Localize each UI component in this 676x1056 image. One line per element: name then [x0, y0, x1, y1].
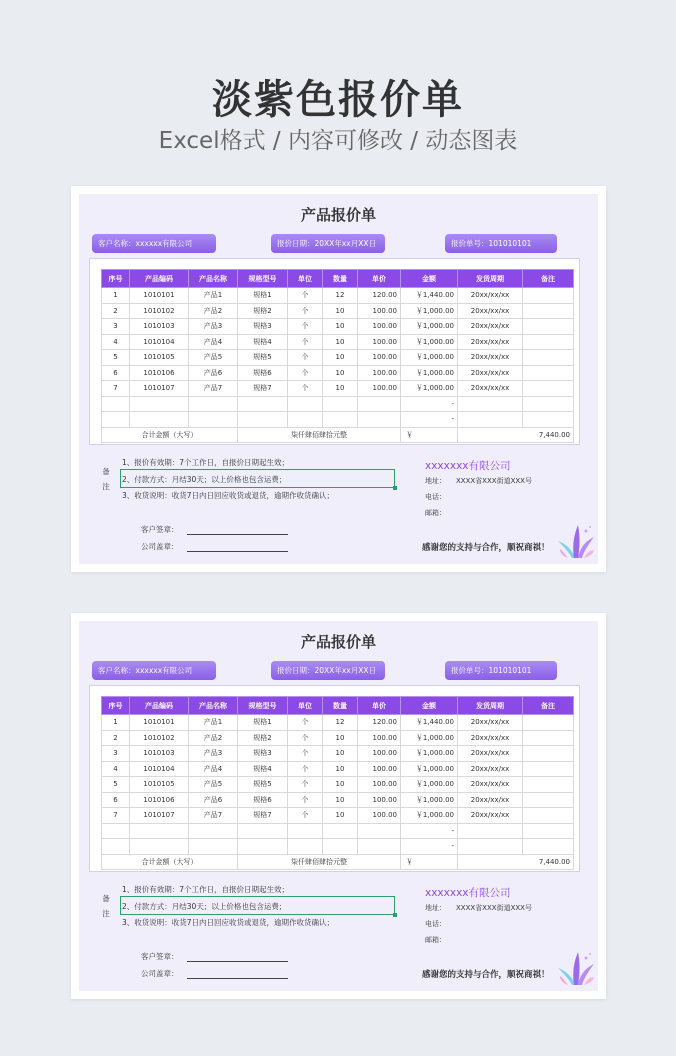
- quote-number-field[interactable]: 报价单号：101010101: [445, 234, 557, 253]
- total-amount[interactable]: 7,440.00: [458, 427, 574, 443]
- table-cell[interactable]: 1010103: [130, 319, 189, 335]
- column-header[interactable]: 数量: [323, 270, 358, 288]
- table-cell[interactable]: 个: [288, 319, 323, 335]
- table-row: [102, 761, 574, 777]
- table-cell[interactable]: 100.00: [358, 792, 401, 808]
- table-cell[interactable]: ￥1,000.00: [401, 334, 458, 350]
- column-header[interactable]: 产品编码: [130, 697, 189, 715]
- quote-sheet: [79, 621, 598, 991]
- table-cell[interactable]: 产品1: [189, 715, 238, 731]
- table-cell[interactable]: [523, 730, 574, 746]
- table-cell[interactable]: [130, 839, 189, 855]
- table-cell[interactable]: 产品2: [189, 303, 238, 319]
- column-header[interactable]: 金额: [401, 270, 458, 288]
- column-header[interactable]: 发货周期: [458, 270, 523, 288]
- total-label[interactable]: 合计金额（大写）: [102, 854, 238, 870]
- table-cell[interactable]: 20xx/xx/xx: [458, 350, 523, 366]
- table-cell[interactable]: 1: [102, 288, 130, 304]
- table-cell[interactable]: [288, 412, 323, 428]
- table-cell[interactable]: 10: [323, 777, 358, 793]
- company-seal-line[interactable]: [187, 978, 288, 979]
- table-cell[interactable]: [523, 412, 574, 428]
- table-cell[interactable]: 100.00: [358, 303, 401, 319]
- remark-item[interactable]: 2、付款方式：月结30天；以上价格也包含运费；: [122, 902, 287, 911]
- table-cell[interactable]: 产品2: [189, 730, 238, 746]
- remarks-label: [101, 891, 111, 921]
- table-cell[interactable]: [523, 777, 574, 793]
- address-value[interactable]: XXXX省XXX街道XXX号: [456, 477, 532, 485]
- table-cell[interactable]: [288, 839, 323, 855]
- table-cell[interactable]: -: [401, 412, 458, 428]
- table-cell[interactable]: 100.00: [358, 777, 401, 793]
- table-cell[interactable]: 产品7: [189, 381, 238, 397]
- column-header[interactable]: 产品编码: [130, 270, 189, 288]
- table-cell[interactable]: 个: [288, 350, 323, 366]
- table-cell[interactable]: 7: [102, 808, 130, 824]
- table-cell[interactable]: 产品5: [189, 777, 238, 793]
- table-cell[interactable]: ￥1,000.00: [401, 808, 458, 824]
- column-header[interactable]: 产品名称: [189, 697, 238, 715]
- column-header[interactable]: 序号: [102, 270, 130, 288]
- table-cell[interactable]: [523, 396, 574, 412]
- table-cell[interactable]: [523, 746, 574, 762]
- table-cell[interactable]: 10: [323, 746, 358, 762]
- table-cell[interactable]: 个: [288, 808, 323, 824]
- column-header[interactable]: 备注: [523, 270, 574, 288]
- total-label[interactable]: 合计金额（大写）: [102, 427, 238, 443]
- table-cell[interactable]: 20xx/xx/xx: [458, 761, 523, 777]
- flower-decoration-icon: [556, 521, 596, 559]
- table-cell[interactable]: 100.00: [358, 319, 401, 335]
- sheet-title: 产品报价单: [300, 633, 376, 651]
- table-cell[interactable]: 产品4: [189, 761, 238, 777]
- table-cell[interactable]: 20xx/xx/xx: [458, 808, 523, 824]
- address-label: 地址：: [425, 904, 446, 912]
- thanks-message: 感谢您的支持与合作，顺祝商祺！: [422, 543, 550, 553]
- table-cell[interactable]: 1010102: [130, 303, 189, 319]
- phone-label[interactable]: 电话：: [425, 920, 446, 928]
- table-row: [102, 777, 574, 793]
- quote-table-container: [89, 258, 580, 445]
- table-cell[interactable]: [288, 823, 323, 839]
- table-cell[interactable]: 1010101: [130, 715, 189, 731]
- table-row: [102, 808, 574, 824]
- quote-table: [101, 696, 574, 870]
- table-cell[interactable]: ￥1,000.00: [401, 381, 458, 397]
- table-cell[interactable]: ￥1,000.00: [401, 761, 458, 777]
- table-cell[interactable]: 个: [288, 777, 323, 793]
- total-amount[interactable]: 7,440.00: [458, 854, 574, 870]
- table-cell[interactable]: 产品3: [189, 319, 238, 335]
- table-cell[interactable]: 10: [323, 730, 358, 746]
- table-cell[interactable]: 6: [102, 365, 130, 381]
- table-cell[interactable]: 规格7: [238, 381, 288, 397]
- table-cell[interactable]: [323, 412, 358, 428]
- table-cell[interactable]: 规格4: [238, 761, 288, 777]
- remarks-label-char: 备: [102, 467, 110, 476]
- column-header[interactable]: 金额: [401, 697, 458, 715]
- table-cell[interactable]: 产品4: [189, 334, 238, 350]
- table-cell[interactable]: 20xx/xx/xx: [458, 334, 523, 350]
- table-cell[interactable]: 100.00: [358, 761, 401, 777]
- table-cell[interactable]: ￥1,000.00: [401, 350, 458, 366]
- page-title: 淡紫色报价单: [212, 77, 464, 123]
- table-row: [102, 303, 574, 319]
- table-cell[interactable]: ￥1,000.00: [401, 777, 458, 793]
- table-cell[interactable]: 6: [102, 792, 130, 808]
- table-row: [102, 381, 574, 397]
- column-header[interactable]: 发货周期: [458, 697, 523, 715]
- table-cell[interactable]: 1010106: [130, 365, 189, 381]
- phone-label[interactable]: 电话：: [425, 493, 446, 501]
- table-cell[interactable]: [523, 761, 574, 777]
- quote-date-field[interactable]: 报价日期：20XX年xx月XX日: [271, 661, 385, 680]
- table-cell[interactable]: 个: [288, 715, 323, 731]
- table-cell[interactable]: 100.00: [358, 350, 401, 366]
- table-cell[interactable]: ￥1,440.00: [401, 288, 458, 304]
- table-cell[interactable]: 规格7: [238, 808, 288, 824]
- table-cell[interactable]: ￥1,000.00: [401, 319, 458, 335]
- company-name[interactable]: xxxxxxx有限公司: [425, 460, 511, 472]
- table-cell[interactable]: [458, 396, 523, 412]
- table-cell[interactable]: [523, 334, 574, 350]
- remark-item[interactable]: 2、付款方式：月结30天；以上价格也包含运费；: [122, 475, 287, 484]
- table-cell[interactable]: 1010105: [130, 350, 189, 366]
- table-cell[interactable]: 规格1: [238, 715, 288, 731]
- company-address: [425, 903, 532, 913]
- table-cell[interactable]: 个: [288, 303, 323, 319]
- table-row: [102, 823, 574, 839]
- customer-name-field[interactable]: 客户名称：xxxxxx有限公司: [92, 234, 216, 253]
- table-cell[interactable]: 20xx/xx/xx: [458, 715, 523, 731]
- thanks-message: 感谢您的支持与合作，顺祝商祺！: [422, 970, 550, 980]
- table-row: [102, 746, 574, 762]
- table-row: [102, 319, 574, 335]
- table-cell[interactable]: 3: [102, 746, 130, 762]
- table-cell[interactable]: 1010102: [130, 730, 189, 746]
- table-cell[interactable]: 规格1: [238, 288, 288, 304]
- table-cell[interactable]: 100.00: [358, 746, 401, 762]
- column-header[interactable]: 序号: [102, 697, 130, 715]
- table-cell[interactable]: 20xx/xx/xx: [458, 730, 523, 746]
- table-cell[interactable]: [323, 823, 358, 839]
- customer-sign-line[interactable]: [187, 534, 288, 535]
- quote-table-container: [89, 685, 580, 872]
- total-row: [102, 854, 574, 870]
- table-cell[interactable]: 20xx/xx/xx: [458, 319, 523, 335]
- address-value[interactable]: XXXX省XXX街道XXX号: [456, 904, 532, 912]
- table-cell[interactable]: ￥1,440.00: [401, 715, 458, 731]
- table-row: [102, 412, 574, 428]
- table-cell[interactable]: 规格3: [238, 746, 288, 762]
- table-cell[interactable]: [102, 412, 130, 428]
- table-cell[interactable]: [288, 396, 323, 412]
- company-seal-line[interactable]: [187, 551, 288, 552]
- table-cell[interactable]: [458, 839, 523, 855]
- table-cell[interactable]: [358, 839, 401, 855]
- column-header[interactable]: 单价: [358, 697, 401, 715]
- remark-item[interactable]: 1、报价有效期：7个工作日，自报价日期起生效；: [122, 885, 290, 894]
- table-cell[interactable]: [358, 823, 401, 839]
- quote-preview-card: [71, 186, 606, 572]
- column-header[interactable]: 规格型号: [238, 270, 288, 288]
- quote-number-field[interactable]: 报价单号：101010101: [445, 661, 557, 680]
- company-seal-label: 公司盖章：: [141, 969, 179, 978]
- table-cell[interactable]: 1010104: [130, 334, 189, 350]
- table-cell[interactable]: 20xx/xx/xx: [458, 746, 523, 762]
- table-cell[interactable]: 个: [288, 365, 323, 381]
- table-cell[interactable]: [189, 412, 238, 428]
- table-cell[interactable]: -: [401, 823, 458, 839]
- table-cell[interactable]: 100.00: [358, 381, 401, 397]
- remark-item[interactable]: 3、收货说明：收货7日内日回应收货或退货，逾期作收货确认；: [122, 491, 335, 500]
- table-row: [102, 350, 574, 366]
- table-cell[interactable]: 12: [323, 715, 358, 731]
- table-cell[interactable]: 个: [288, 288, 323, 304]
- customer-sign-label: 客户签章：: [141, 525, 179, 534]
- table-cell[interactable]: [102, 396, 130, 412]
- company-seal-label: 公司盖章：: [141, 542, 179, 551]
- fill-handle[interactable]: [393, 913, 397, 917]
- column-header[interactable]: 单位: [288, 697, 323, 715]
- table-cell[interactable]: 10: [323, 761, 358, 777]
- table-cell[interactable]: [238, 839, 288, 855]
- table-cell[interactable]: [523, 839, 574, 855]
- total-currency[interactable]: ￥: [401, 854, 458, 870]
- column-header[interactable]: 规格型号: [238, 697, 288, 715]
- flower-decoration-icon: [556, 948, 596, 986]
- table-cell[interactable]: 100.00: [358, 334, 401, 350]
- table-cell[interactable]: 1010106: [130, 792, 189, 808]
- table-cell[interactable]: 1010105: [130, 777, 189, 793]
- table-cell[interactable]: 3: [102, 319, 130, 335]
- quote-preview-card: [71, 613, 606, 999]
- table-cell[interactable]: ￥1,000.00: [401, 746, 458, 762]
- table-cell[interactable]: 规格2: [238, 730, 288, 746]
- table-cell[interactable]: 2: [102, 303, 130, 319]
- table-cell[interactable]: 10: [323, 303, 358, 319]
- fill-handle[interactable]: [393, 486, 397, 490]
- table-cell[interactable]: 个: [288, 761, 323, 777]
- table-cell[interactable]: [358, 396, 401, 412]
- table-cell[interactable]: [238, 412, 288, 428]
- email-label[interactable]: 邮箱：: [425, 509, 446, 517]
- table-cell[interactable]: 1010104: [130, 761, 189, 777]
- table-cell[interactable]: [238, 396, 288, 412]
- table-cell[interactable]: 20xx/xx/xx: [458, 365, 523, 381]
- table-cell[interactable]: 10: [323, 350, 358, 366]
- customer-sign-line[interactable]: [187, 961, 288, 962]
- table-cell[interactable]: [238, 823, 288, 839]
- table-cell[interactable]: 1010101: [130, 288, 189, 304]
- table-cell[interactable]: 20xx/xx/xx: [458, 792, 523, 808]
- table-cell[interactable]: 12: [323, 288, 358, 304]
- table-row: [102, 334, 574, 350]
- table-cell[interactable]: 10: [323, 365, 358, 381]
- table-cell[interactable]: 个: [288, 792, 323, 808]
- table-cell[interactable]: [130, 823, 189, 839]
- table-row: [102, 715, 574, 731]
- table-cell[interactable]: 120.00: [358, 715, 401, 731]
- table-cell[interactable]: ￥1,000.00: [401, 792, 458, 808]
- table-cell[interactable]: 120.00: [358, 288, 401, 304]
- table-cell[interactable]: [189, 839, 238, 855]
- table-cell[interactable]: 规格6: [238, 792, 288, 808]
- remarks-label-char: 注: [102, 909, 110, 918]
- table-cell[interactable]: [458, 412, 523, 428]
- table-cell[interactable]: [523, 319, 574, 335]
- table-cell[interactable]: -: [401, 839, 458, 855]
- remark-item[interactable]: 3、收货说明：收货7日内日回应收货或退货，逾期作收货确认；: [122, 918, 335, 927]
- table-cell[interactable]: 100.00: [358, 730, 401, 746]
- table-cell[interactable]: 10: [323, 334, 358, 350]
- table-cell[interactable]: 产品6: [189, 792, 238, 808]
- table-cell[interactable]: 20xx/xx/xx: [458, 288, 523, 304]
- table-cell[interactable]: [523, 792, 574, 808]
- table-cell[interactable]: 10: [323, 792, 358, 808]
- table-cell[interactable]: 产品7: [189, 808, 238, 824]
- table-cell[interactable]: [323, 396, 358, 412]
- address-label: 地址：: [425, 477, 446, 485]
- table-cell[interactable]: 10: [323, 808, 358, 824]
- table-cell[interactable]: 产品6: [189, 365, 238, 381]
- total-currency[interactable]: ￥: [401, 427, 458, 443]
- table-row: [102, 396, 574, 412]
- table-cell[interactable]: 1010103: [130, 746, 189, 762]
- table-cell[interactable]: 产品3: [189, 746, 238, 762]
- customer-sign-label: 客户签章：: [141, 952, 179, 961]
- table-cell[interactable]: 规格5: [238, 350, 288, 366]
- table-cell[interactable]: [523, 288, 574, 304]
- table-cell[interactable]: 20xx/xx/xx: [458, 777, 523, 793]
- table-cell[interactable]: 规格3: [238, 319, 288, 335]
- table-cell[interactable]: [130, 412, 189, 428]
- table-cell[interactable]: 1010107: [130, 808, 189, 824]
- total-uppercase[interactable]: 柒仟肆佰肆拾元整: [238, 427, 401, 443]
- table-cell[interactable]: 10: [323, 319, 358, 335]
- table-cell[interactable]: 个: [288, 334, 323, 350]
- table-cell[interactable]: [130, 396, 189, 412]
- table-row: [102, 288, 574, 304]
- remarks-label-char: 注: [102, 482, 110, 491]
- table-cell[interactable]: 规格2: [238, 303, 288, 319]
- table-cell[interactable]: [458, 823, 523, 839]
- table-row: [102, 730, 574, 746]
- table-cell[interactable]: [523, 715, 574, 731]
- table-cell[interactable]: 100.00: [358, 808, 401, 824]
- table-cell[interactable]: [523, 350, 574, 366]
- column-header[interactable]: 单价: [358, 270, 401, 288]
- table-cell[interactable]: [189, 396, 238, 412]
- table-cell[interactable]: 5: [102, 350, 130, 366]
- table-cell[interactable]: [523, 823, 574, 839]
- table-cell[interactable]: 产品5: [189, 350, 238, 366]
- table-cell[interactable]: 个: [288, 746, 323, 762]
- table-cell[interactable]: 4: [102, 334, 130, 350]
- column-header[interactable]: 产品名称: [189, 270, 238, 288]
- table-cell[interactable]: 100.00: [358, 365, 401, 381]
- table-cell[interactable]: ￥1,000.00: [401, 730, 458, 746]
- table-header-row: [102, 270, 574, 288]
- table-cell[interactable]: 10: [323, 381, 358, 397]
- total-uppercase[interactable]: 柒仟肆佰肆拾元整: [238, 854, 401, 870]
- table-cell[interactable]: ￥1,000.00: [401, 365, 458, 381]
- table-row: [102, 839, 574, 855]
- email-label[interactable]: 邮箱：: [425, 936, 446, 944]
- table-cell[interactable]: 规格6: [238, 365, 288, 381]
- quote-date-field[interactable]: 报价日期：20XX年xx月XX日: [271, 234, 385, 253]
- column-header[interactable]: 数量: [323, 697, 358, 715]
- remarks-label: [101, 464, 111, 494]
- remark-item[interactable]: 1、报价有效期：7个工作日，自报价日期起生效；: [122, 458, 290, 467]
- table-cell[interactable]: 产品1: [189, 288, 238, 304]
- table-cell[interactable]: [102, 839, 130, 855]
- table-cell[interactable]: -: [401, 396, 458, 412]
- table-cell[interactable]: 20xx/xx/xx: [458, 381, 523, 397]
- table-row: [102, 792, 574, 808]
- table-cell[interactable]: 规格5: [238, 777, 288, 793]
- total-row: [102, 427, 574, 443]
- table-cell[interactable]: 规格4: [238, 334, 288, 350]
- company-name[interactable]: xxxxxxx有限公司: [425, 887, 511, 899]
- table-cell[interactable]: 1010107: [130, 381, 189, 397]
- table-header-row: [102, 697, 574, 715]
- table-cell[interactable]: [523, 365, 574, 381]
- table-cell[interactable]: 1: [102, 715, 130, 731]
- quote-sheet: [79, 194, 598, 564]
- sheet-title: 产品报价单: [300, 206, 376, 224]
- company-address: [425, 476, 532, 486]
- table-cell[interactable]: [189, 823, 238, 839]
- table-cell[interactable]: ￥1,000.00: [401, 303, 458, 319]
- table-cell[interactable]: [358, 412, 401, 428]
- table-cell[interactable]: [523, 808, 574, 824]
- customer-name-field[interactable]: 客户名称：xxxxxx有限公司: [92, 661, 216, 680]
- table-cell[interactable]: 个: [288, 730, 323, 746]
- table-cell[interactable]: [102, 823, 130, 839]
- column-header[interactable]: 备注: [523, 697, 574, 715]
- table-cell[interactable]: [523, 303, 574, 319]
- table-cell[interactable]: 7: [102, 381, 130, 397]
- table-cell[interactable]: 个: [288, 381, 323, 397]
- table-cell[interactable]: [523, 381, 574, 397]
- page-subtitle: Excel格式 / 内容可修改 / 动态图表: [158, 128, 518, 154]
- table-cell[interactable]: 5: [102, 777, 130, 793]
- quote-table: [101, 269, 574, 443]
- table-row: [102, 365, 574, 381]
- table-cell[interactable]: 20xx/xx/xx: [458, 303, 523, 319]
- column-header[interactable]: 单位: [288, 270, 323, 288]
- table-cell[interactable]: [323, 839, 358, 855]
- remarks-label-char: 备: [102, 894, 110, 903]
- table-cell[interactable]: 2: [102, 730, 130, 746]
- table-cell[interactable]: 4: [102, 761, 130, 777]
